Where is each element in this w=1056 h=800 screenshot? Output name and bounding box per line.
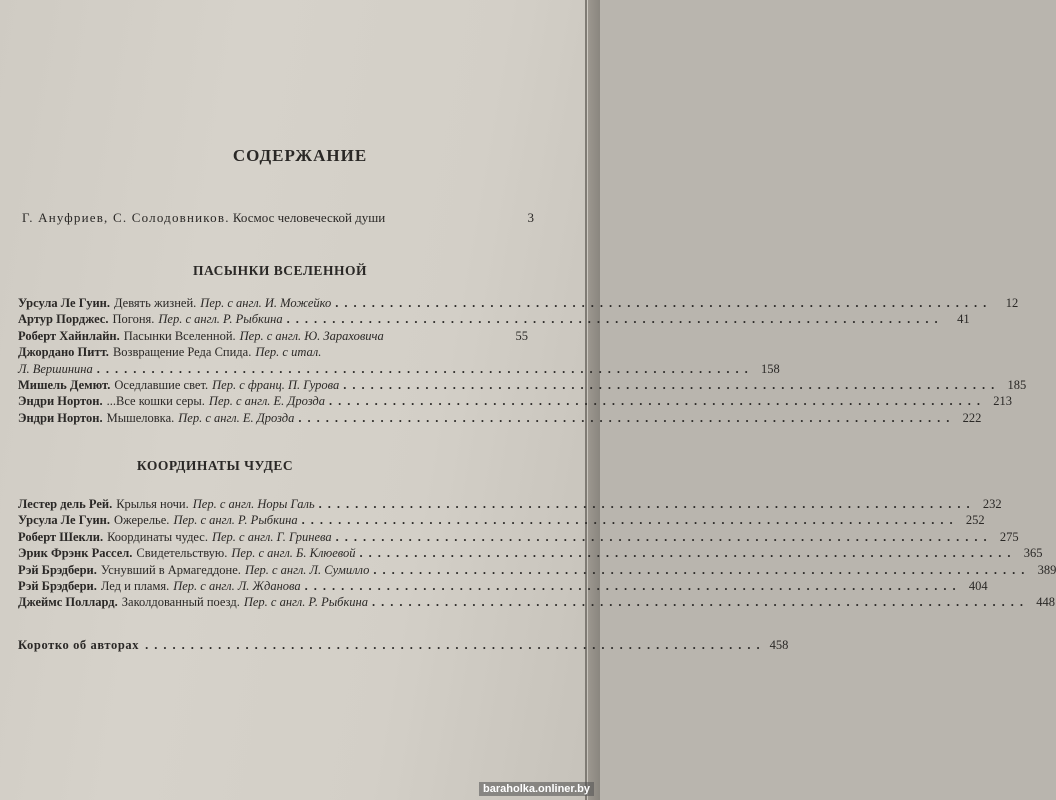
toc-entry: Мишель Демют. Оседлавшие свет. Пер. с франц. П. Гурова ..... 185 [18,378,528,394]
toc-entry: Роберт Шекли. Координаты чудес. Пер. с англ. Г. Гринева ..... 275 [18,530,528,546]
leader-dots: .................................................................... [145,638,766,652]
page-title: СОДЕРЖАНИЕ [232,146,368,165]
about-authors-label: Коротко об авторах [18,638,140,652]
toc-entry: Эндри Нортон. Мышеловка. Пер. с англ. Е. Дрозда ..... 222 [18,411,528,427]
toc-entry: Рэй Брэдбери. Лед и пламя. Пер. с англ. Л. Жданова ..... 404 [18,579,528,595]
section-1-entries [18,296,1027,427]
toc-entry: Эрик Фрэнк Рассел. Свидетельствую. Пер. с англ. Б. Клюевой ..... 365 [18,546,528,562]
intro-entry [22,210,534,226]
toc-entry: Джордано Питт. Возвращение Реда Спида. Пер. с итал. [18,345,322,360]
toc-entry: Артур Порджес. Погоня. Пер. с англ. Р. Рыбкина ..... 41 [18,312,528,328]
intro-title: Космос человеческой души [232,210,386,225]
section-2-entries [18,497,1056,612]
toc-entry: Урсула Ле Гуин. Девять жизней. Пер. с англ. И. Можейко ..... 12 [18,296,528,312]
toc-entry: Урсула Ле Гуин. Ожерелье. Пер. с англ. Р. Рыбкина ..... 252 [18,513,528,529]
toc-entry: Джеймс Поллард. Заколдованный поезд. Пер. с англ. Р. Рыбкина ..... 448 [18,595,528,611]
toc-entry: Эндри Нортон. ...Все кошки серы. Пер. с англ. Е. Дрозда ..... 213 [18,394,528,410]
about-authors-entry [18,638,789,653]
section-title-1: ПАСЫНКИ ВСЕЛЕННОЙ [193,263,367,278]
section-title-2: КООРДИНАТЫ ЧУДЕС [136,458,294,473]
intro-page: 3 [527,210,534,225]
watermark: baraholka.onliner.by [479,782,594,796]
toc-entry: Роберт Хайнлайн. Пасынки Вселенной. Пер. с англ. Ю. Зараховича 55 [18,328,528,343]
toc-entry: Лестер дель Рей. Крылья ночи. Пер. с англ. Норы Галь ..... 232 [18,497,528,513]
intro-editors: Г. Ануфриев, С. Солодовников. [22,210,230,225]
toc-entry-continued: Л. Вершинина ..... 158 [18,362,528,378]
toc-entry: Рэй Брэдбери. Уснувший в Армагеддоне. Пер. с англ. Л. Сумилло ..... 389 [18,563,528,579]
about-authors-page: 458 [769,638,789,652]
